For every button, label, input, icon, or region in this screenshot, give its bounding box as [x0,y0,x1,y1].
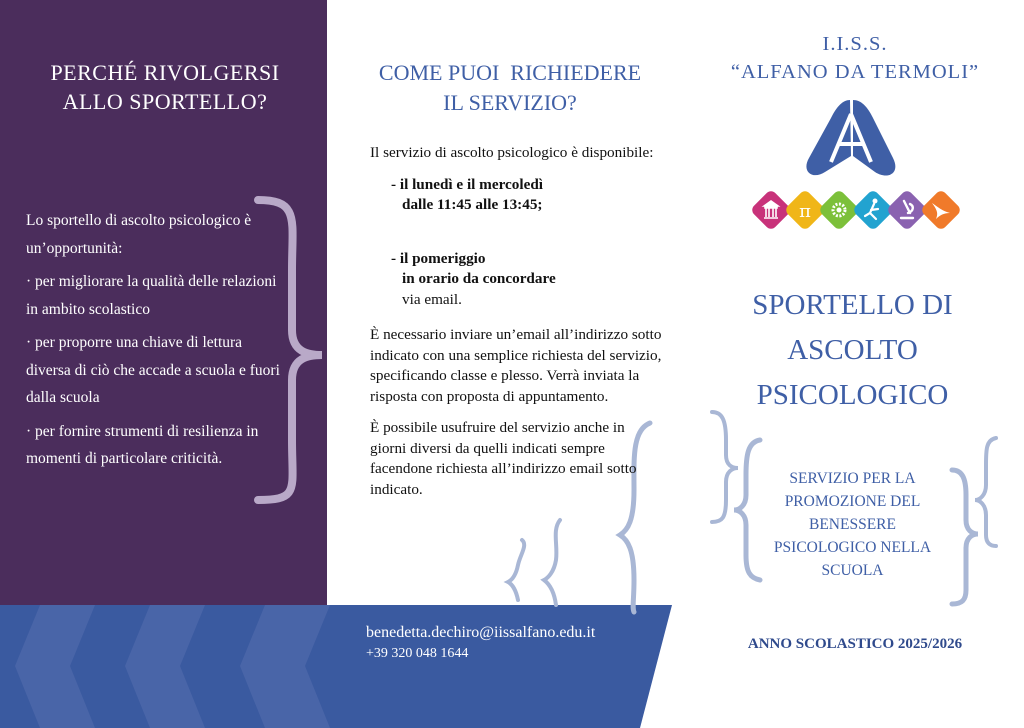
service-title [720,283,985,418]
left-body [26,207,288,479]
school-name-line1: I.I.S.S. [822,33,888,55]
middle-title [340,58,680,118]
swallow-icon [920,189,962,231]
contact-email[interactable]: benedetta.dechiro@iissalfano.edu.it [366,624,596,641]
gear-icon [818,189,860,231]
schedule-afternoon-line1: - il pomeriggio [391,249,486,267]
availability-text: Il servizio di ascolto psicologico è disponibile: [370,144,654,161]
middle-title-line2: IL SERVIZIO? [443,90,577,115]
contact-phone[interactable]: +39 320 048 1644 [366,646,469,661]
left-point: · per fornire strumenti di resilienza in momenti di particolare criticità. [26,422,259,467]
right-bracket-2 [734,440,760,580]
pi-icon [784,189,826,231]
subject-badges [752,189,964,233]
svg-text:π: π [799,201,811,222]
left-title-line1: PERCHÉ RIVOLGERSI [50,60,280,85]
schedule-weekdays [370,175,662,216]
service-title-line1: SPORTELLO DI [752,289,953,321]
logo-shape-left [806,100,851,175]
mid-bracket-1 [508,540,524,600]
schedule-weekdays-line1: - il lunedì e il mercoledì [391,175,544,193]
right-bracket-4 [975,438,996,546]
service-title-line2: ASCOLTO [787,334,918,366]
mid-bracket-2 [544,520,560,605]
schedule-weekdays-line2: dalle 11:45 alle 13:45; [402,196,543,213]
schedule-afternoon-line2: in orario da concordare [402,270,556,287]
museum-icon [752,189,792,231]
left-point: · per proporre una chiave di lettura diversa di ciò che accade a scuola e fuori dalla scuola [26,334,280,406]
service-title-line3: PSICOLOGICO [756,379,949,411]
school-year: ANNO SCOLASTICO 2025/2026 [747,636,963,652]
school-name [700,30,1010,86]
athlete-icon [852,189,894,231]
left-intro: Lo sportello di ascolto psicologico è un’opportunità: [26,212,252,257]
service-subtitle: SERVIZIO PER LA PROMOZIONE DEL BENESSERE PSICOLOGICO NELLA SCUOLA [773,470,932,579]
request-paragraph: È necessario inviare un’email all’indirizzo sotto indicato con una semplice richiesta del servizio, specificando classe e plesso. Verrà inviata la risposta con proposta di appuntamento. [370,326,662,405]
middle-content [370,143,662,500]
microscope-icon [886,189,928,231]
alternative-paragraph: È possibile usufruire del servizio anche in giorni diversi da quelli indicati sempre facendone richiesta all’indirizzo email sotto indicato. [370,419,637,498]
left-title [20,58,310,116]
middle-title-line1: COME PUOI RICHIEDERE [378,60,642,85]
left-point: · per migliorare la qualità delle relazioni in ambito scolastico [26,273,277,318]
right-bracket-1 [712,412,738,522]
school-logo [795,92,905,182]
left-title-line2: ALLO SPORTELLO? [62,89,268,114]
right-bracket-3 [952,470,978,604]
schedule-afternoon-line3: via email. [402,290,462,308]
schedule-afternoon [370,249,662,311]
school-name-line2: “ALFANO DA TERMOLI” [730,61,980,83]
